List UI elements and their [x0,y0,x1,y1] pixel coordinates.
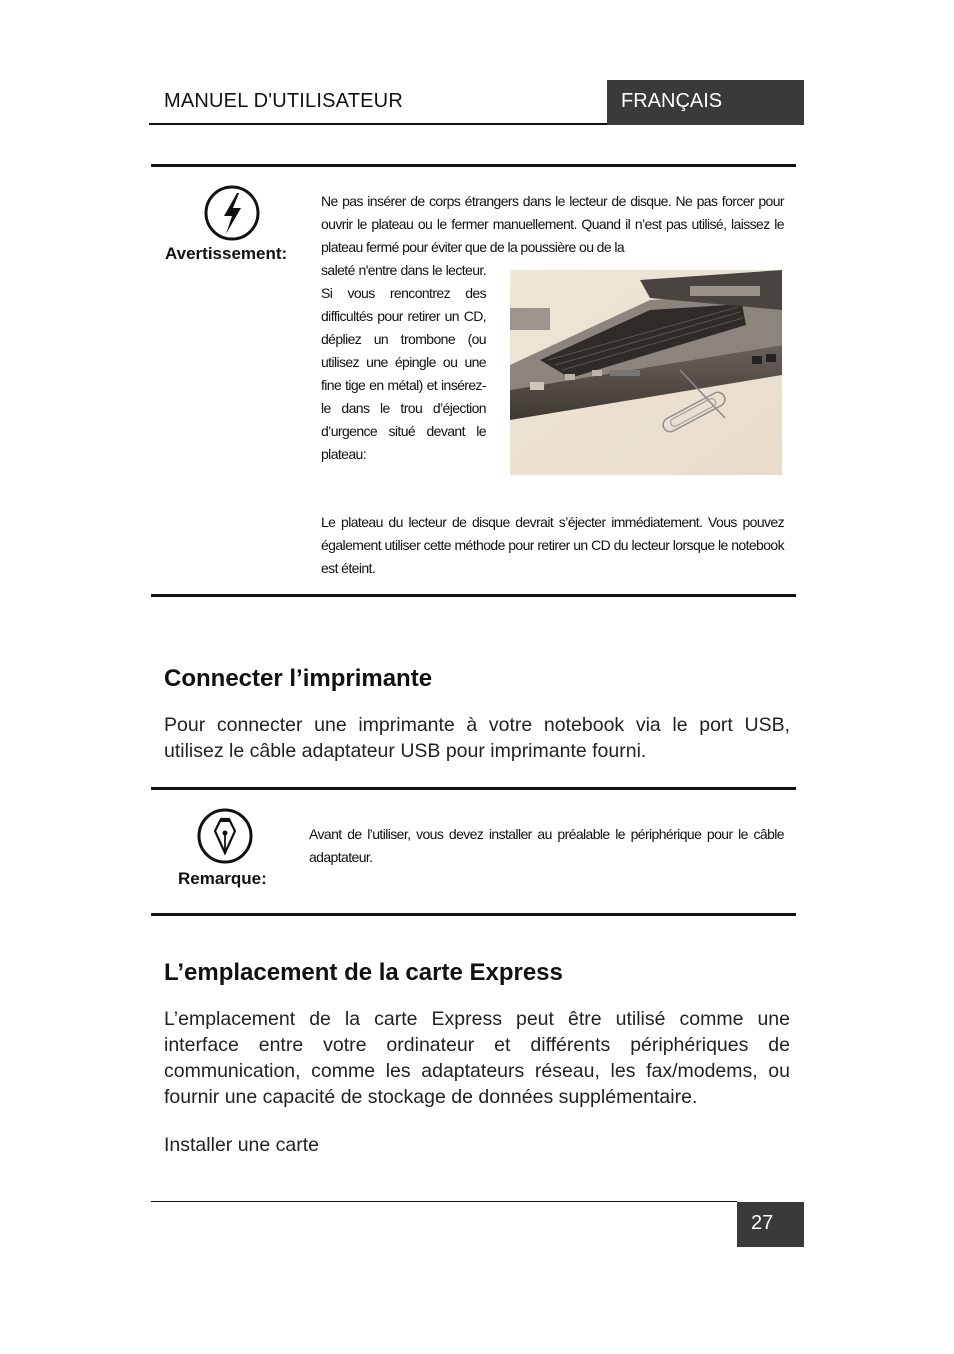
note-text: Avant de l’utiliser, vous devez installer au préalable le périphérique pour le câble adaptateur. [309,826,784,865]
page-number: 27 [751,1212,774,1234]
subheading-install-card: Installer une carte [164,1134,320,1156]
fountain-pen-note-icon [196,807,254,865]
warning-top-rule [151,164,796,167]
manual-title: MANUEL D'UTILISATEUR [164,90,403,112]
language-badge [607,80,804,125]
warning-paragraph-side: saleté n'entre dans le lecteur. Si vous rencontrez des difficultés pour retirer un CD, dépliez un trombone (ou utilisez une épingle ou une fine tige en métal) et insérez-le dans le trou d’éjection d’urgence situé devant le plateau: [321,262,486,462]
warning-paragraph-bottom: Le plateau du lecteur de disque devrait s’éjecter immédiatement. Vous pouvez également utiliser cette méthode pour retirer un CD du lecteur lorsque le notebook est éteint. [321,514,784,576]
section-heading-printer: Connecter l’imprimante [164,665,433,692]
warning-label: Avertissement: [165,244,288,263]
language-label: FRANÇAIS [621,90,723,112]
note-top-rule [151,787,796,790]
page-number-badge [737,1202,804,1247]
warning-bottom-rule [151,594,796,597]
note-bottom-rule [151,913,796,916]
lightning-warning-icon [203,184,261,242]
warning-paragraph-top: Ne pas insérer de corps étrangers dans le lecteur de disque. Ne pas forcer pour ouvrir le plateau ou le fermer manuellement. Quand il n’est pas utilisé, laissez le plateau fermé pour éviter que de la poussière ou de la [321,193,784,255]
notebook-eject-photo [510,270,782,475]
section-body-printer: Pour connecter une imprimante à votre notebook via le port USB, utilisez le câble adaptateur USB pour imprimante fourni. [164,714,790,762]
section-heading-express: L’emplacement de la carte Express [164,959,563,986]
section-body-express: L’emplacement de la carte Express peut être utilisé comme une interface entre votre ordinateur et différents périphériques de communication, comme les adaptateurs réseau, les fax/modems, ou fournir une capacité de stockage de données supplémentaire. [164,1008,790,1108]
header-rule [149,123,609,125]
footer-rule [151,1201,737,1202]
note-label: Remarque: [178,869,267,888]
